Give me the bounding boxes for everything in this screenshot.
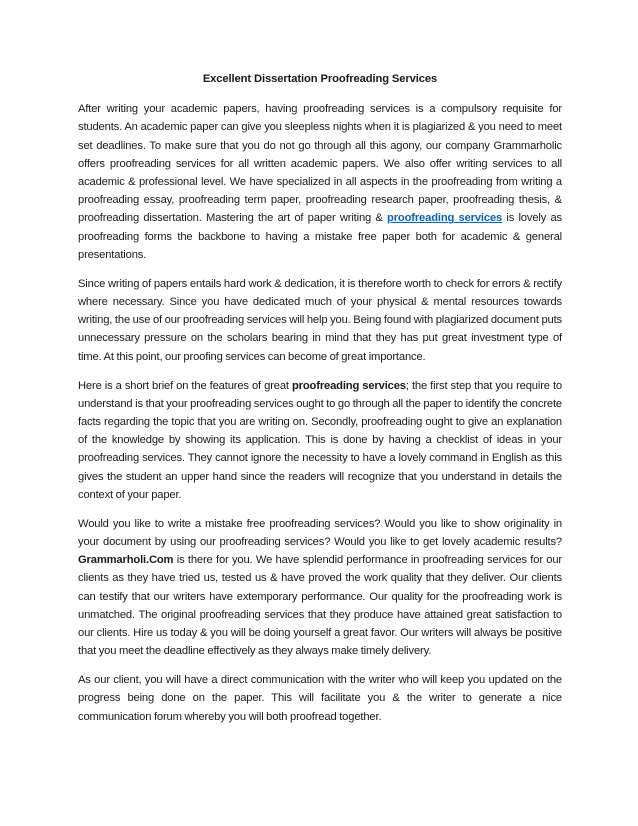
paragraph-3-bold-phrase: proofreading services [291, 379, 406, 392]
paragraph-1-text-start: After writing your academic papers, having proofreading services is a compulsory requisite for students. An academic paper can give you sleepless nights when it is plagiarized & you need to meet set deadlines. To make sure that you do not go through all this agony, our company Grammarholic offers proofreading services for all written academic papers. We also offer writing services to all academic & professional level. We have specialized in all aspects in the proofreading from writing a proofreading essay, proofreading term paper, proofreading research paper, proofreading thesis, & proofreading dissertation. Mastering the art of paper writing & [78, 103, 562, 225]
paragraph-4-bold-brand: Grammarholi.Com [78, 554, 174, 567]
document-title: Excellent Dissertation Proofreading Services [202, 73, 438, 85]
paragraph-1-text-end: is lovely as proofreading forms the backbone to having a mistake free paper both for academic & general presentations. [78, 212, 562, 261]
paragraph-1 [78, 100, 562, 264]
document-page [78, 70, 562, 737]
paragraph-4-text-end: is there for you. We have splendid performance in proofreading services for our clients as they have tried us, tested us & have proved the work quality that they deliver. Our clients can testify that our writers have extemporary performance. Our quality for the proofreading work is unmatched. The original proofreading services that they produce have attained great satisfaction to our clients. Hire us today & you will be doing yourself a great favor. Our writers will always be positive that you meet the deadline effectively as they always make timely delivery. [78, 554, 562, 658]
paragraph-3 [78, 377, 562, 504]
paragraph-3-text-start: Here is a short brief on the features of great [78, 379, 292, 392]
paragraph-4 [78, 515, 562, 661]
paragraph-5: As our client, you will have a direct communication with the writer who will keep you updated on the progress being done on the paper. This will facilitate you & the writer to generate a nice communication forum whereby you will both proofread together. [78, 674, 562, 723]
paragraph-2: Since writing of papers entails hard work & dedication, it is therefore worth to check for errors & rectify where necessary. Since you have dedicated much of your physical & mental resources towards writing, the use of our proofreading services will help you. Being found with plagiarized document puts unnecessary pressure on the scholars bearing in mind that they has put great investment type of time. At this point, our proofing services can become of great importance. [78, 277, 562, 363]
paragraph-3-text-end: ; the first step that you require to understand is that your proofreading services ought to go through all the paper to identify the concrete facts regarding the topic that you are writing on. Secondly, proofreading ought to give an explanation of the knowledge by showing its application. This is done by having a checklist of ideas in your proofreading services. They cannot ignore the necessity to have a lovely command in English as this gives the student an upper hand since the readers will recognize that you understand in details the context of your paper. [78, 379, 562, 501]
proofreading-services-link[interactable]: proofreading services [387, 212, 503, 225]
paragraph-4-text-start: Would you like to write a mistake free proofreading services? Would you like to show originality in your document by using our proofreading services? Would you like to get lovely academic results? [78, 517, 562, 549]
